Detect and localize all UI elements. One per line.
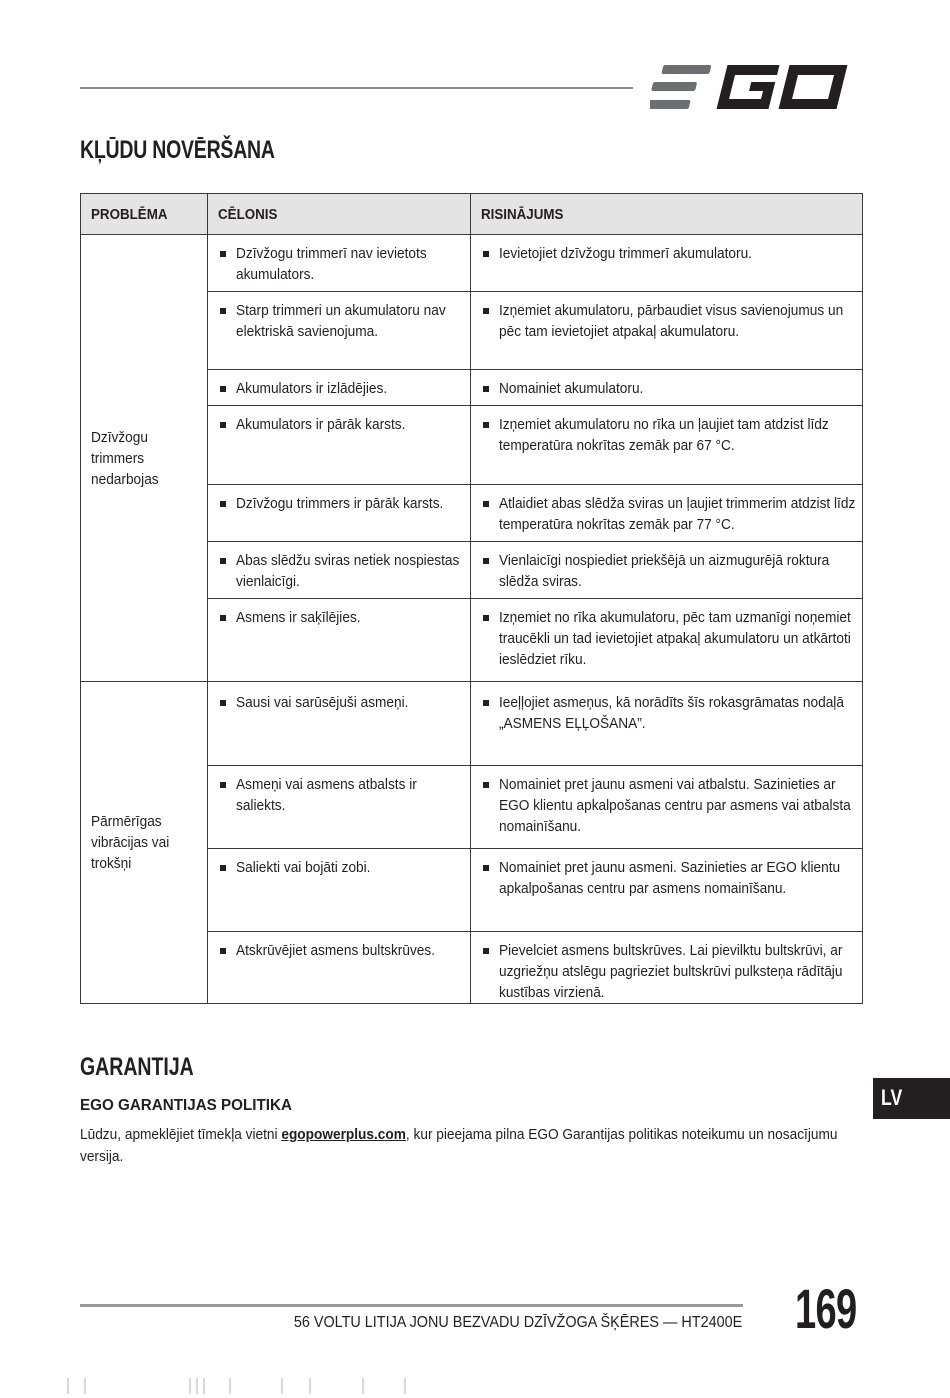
table-row	[81, 235, 863, 292]
cause-cell: Abas slēdžu sviras netiek nospiestas vienlaicīgi.	[208, 542, 471, 599]
footer-text: 56 VOLTU LITIJA JONU BEZVADU DZĪVŽOGA ŠĶĒRES — HT2400E	[293, 1314, 742, 1331]
cause-cell: Starp trimmeri un akumulatoru nav elektriskā savienojuma.	[208, 292, 471, 370]
warranty-text-after: , kur pieejama pilna EGO Garantijas politikas noteikumu un nosacījumu versija.	[80, 1126, 838, 1165]
cause-cell: Akumulators ir izlādējies.	[208, 370, 471, 406]
footer-rule	[80, 1304, 743, 1307]
solution-cell: Nomainiet pret jaunu asmeni vai atbalstu. Sazinieties ar EGO klientu apkalpošanas centru par asmens vai atbalsta nomainīšanu.	[471, 766, 863, 849]
page-number: 169	[795, 1277, 857, 1340]
solution-cell: Nomainiet pret jaunu asmeni. Sazinieties ar EGO klientu apkalpošanas centru par asmens nomainīšanu.	[471, 849, 863, 932]
solution-cell: Pievelciet asmens bultskrūves. Lai pievilktu bultskrūvi, ar uzgriežņu atslēgu pagrieziet bultskrūvi pulksteņa rādītāju kustības virzienā.	[471, 932, 863, 1004]
header-solution: RISINĀJUMS	[471, 194, 863, 235]
troubleshooting-table	[80, 193, 863, 1004]
warranty-text-before: Lūdzu, apmeklējiet tīmekļa vietni	[80, 1126, 282, 1143]
cause-cell: Saliekti vai bojāti zobi.	[208, 849, 471, 932]
cause-cell: Asmeņi vai asmens atbalsts ir saliekts.	[208, 766, 471, 849]
page-title: KĻŪDU NOVĒRŠANA	[80, 136, 275, 164]
print-registration-marks	[60, 1376, 460, 1396]
header-cause: CĒLONIS	[208, 194, 471, 235]
problem-cell: Dzīvžogu trimmers nedarbojas	[81, 235, 208, 682]
cause-cell: Sausi vai sarūsējuši asmeņi.	[208, 682, 471, 766]
warranty-link[interactable]: egopowerplus.com	[281, 1126, 406, 1143]
solution-cell: Vienlaicīgi nospiediet priekšējā un aizmugurējā roktura slēdža sviras.	[471, 542, 863, 599]
warranty-text	[80, 1124, 863, 1168]
cause-cell: Atskrūvējiet asmens bultskrūves.	[208, 932, 471, 1004]
table-header-row	[81, 194, 863, 235]
solution-cell: Nomainiet akumulatoru.	[471, 370, 863, 406]
problem-cell: Pārmērīgas vibrācijas vai trokšņi	[81, 682, 208, 1004]
language-tab: LV	[873, 1078, 950, 1119]
cause-cell: Akumulators ir pārāk karsts.	[208, 406, 471, 485]
header-problem: PROBLĒMA	[81, 194, 208, 235]
solution-cell: Ievietojiet dzīvžogu trimmerī akumulatoru.	[471, 235, 863, 292]
solution-cell: Ieeļļojiet asmeņus, kā norādīts šīs rokasgrāmatas nodaļā „ASMENS EĻĻOŠANA”.	[471, 682, 863, 766]
header-rule	[80, 87, 633, 89]
solution-cell: Izņemiet akumulatoru, pārbaudiet visus savienojumus un pēc tam ievietojiet atpakaļ akumulatoru.	[471, 292, 863, 370]
warranty-subtitle: EGO GARANTIJAS POLITIKA	[80, 1097, 292, 1114]
cause-cell: Dzīvžogu trimmers ir pārāk karsts.	[208, 485, 471, 542]
cause-cell: Asmens ir saķīlējies.	[208, 599, 471, 682]
ego-logo	[650, 63, 862, 111]
solution-cell: Atlaidiet abas slēdža sviras un ļaujiet trimmerim atdzist līdz temperatūra nokrītas zemāk par 77 °C.	[471, 485, 863, 542]
table-row	[81, 682, 863, 766]
warranty-title: GARANTIJA	[80, 1053, 194, 1081]
solution-cell: Izņemiet akumulatoru no rīka un ļaujiet tam atdzist līdz temperatūra nokrītas zemāk par 67 °C.	[471, 406, 863, 485]
solution-cell: Izņemiet no rīka akumulatoru, pēc tam uzmanīgi noņemiet traucēkli un tad ievietojiet atpakaļ akumulatoru un atkārtoti ieslēdziet rīku.	[471, 599, 863, 682]
cause-cell: Dzīvžogu trimmerī nav ievietots akumulators.	[208, 235, 471, 292]
